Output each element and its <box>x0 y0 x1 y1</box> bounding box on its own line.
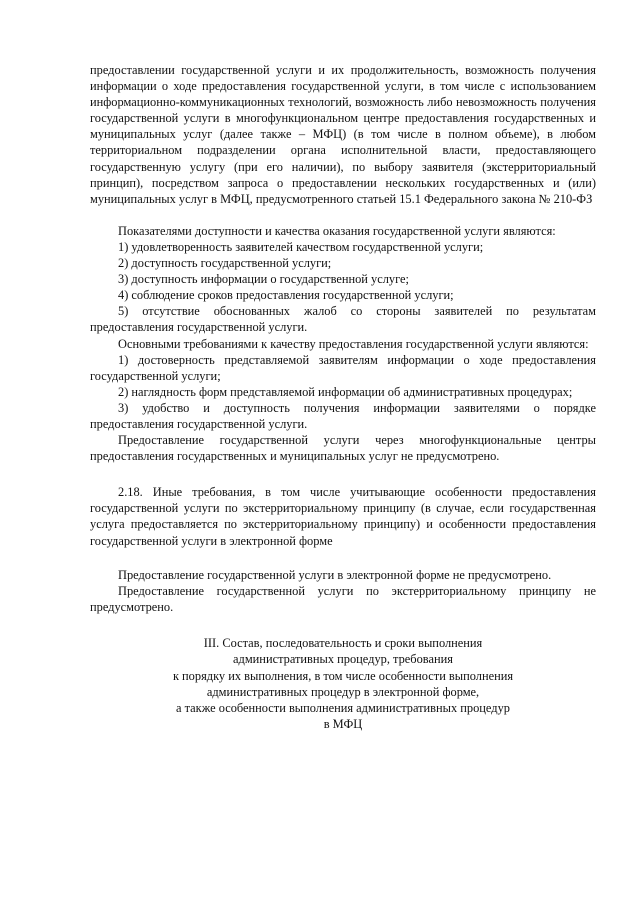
document-page <box>90 62 596 733</box>
accessibility-item-2: 2) доступность государственной услуги; <box>118 256 332 271</box>
quality-item-1: 1) достоверность представляемой заявителям информации о ходе предоставления государственной услуги; <box>90 352 596 383</box>
section-iii-heading-line: в МФЦ <box>323 717 363 732</box>
section-iii-heading-line: административных процедур в электронной форме, <box>206 684 480 699</box>
accessibility-item-3: 3) доступность информации о государственной услуге; <box>118 272 409 287</box>
section-iii-heading <box>90 635 596 733</box>
intro-paragraph: предоставлении государственной услуги и их продолжительность, возможность получения информации о ходе предоставления государственной услуги, в том числе с использованием информационно-коммуникационных технологий, возможность либо невозможность получения государственной услуги в многофункциональном центре предоставления государственных и муниципальных услуг (далее также – МФЦ) (в том числе в полном объеме), в любом территориальном подразделении органа исполнительной власти, предоставляющего государственную услугу (при его наличии), по выбору заявителя (экстерриториальный принцип), посредством запроса о предоставлении нескольких государственных и (или) муниципальных услуг в МФЦ, предусмотренного статьей 15.1 Федерального закона № 210-ФЗ <box>90 63 596 206</box>
quality-section <box>90 336 596 465</box>
section-iii-heading-line: административных процедур, требования <box>233 652 453 667</box>
electronic-paragraph: Предоставление государственной услуги в электронной форме не предусмотрено. <box>118 567 552 582</box>
accessibility-item-1: 1) удовлетворенность заявителей качеством государственной услуги; <box>118 239 484 254</box>
quality-lead: Основными требованиями к качеству предоставления государственной услуги являются: <box>118 336 589 351</box>
section-iii-heading-line: а также особенности выполнения административных процедур <box>176 701 510 716</box>
accessibility-item-4: 4) соблюдение сроков предоставления государственной услуги; <box>118 288 454 303</box>
section-2-18: 2.18. Иные требования, в том числе учитывающие особенности предоставления государственной услуги по экстерриториальному принципу (в случае, если государственная услуга предоставляется по экстерриториальному принципу) и особенности предоставления государственной услуги в электронной форме <box>90 485 596 548</box>
accessibility-section <box>90 223 596 336</box>
quality-item-3: 3) удобство и доступность получения информации заявителями о порядке предоставления государственной услуги. <box>90 400 596 431</box>
accessibility-lead: Показателями доступности и качества оказания государственной услуги являются: <box>118 223 556 238</box>
quality-item-2: 2) наглядность форм представляемой информации об административных процедурах; <box>118 384 573 399</box>
electronic-section <box>90 567 596 615</box>
section-iii-heading-line: к порядку их выполнения, в том числе особенности выполнения <box>172 668 514 683</box>
accessibility-item-5: 5) отсутствие обоснованных жалоб со стороны заявителей по результатам предоставления государственной услуги. <box>90 304 596 335</box>
mfc-note: Предоставление государственной услуги через многофункциональные центры предоставления государственных и муниципальных услуг не предусмотрено. <box>90 433 596 464</box>
section-iii-heading-line: III. Состав, последовательность и сроки выполнения <box>203 635 483 650</box>
extraterritorial-paragraph: Предоставление государственной услуги по экстерриториальному принципу не предусмотрено. <box>90 583 596 614</box>
